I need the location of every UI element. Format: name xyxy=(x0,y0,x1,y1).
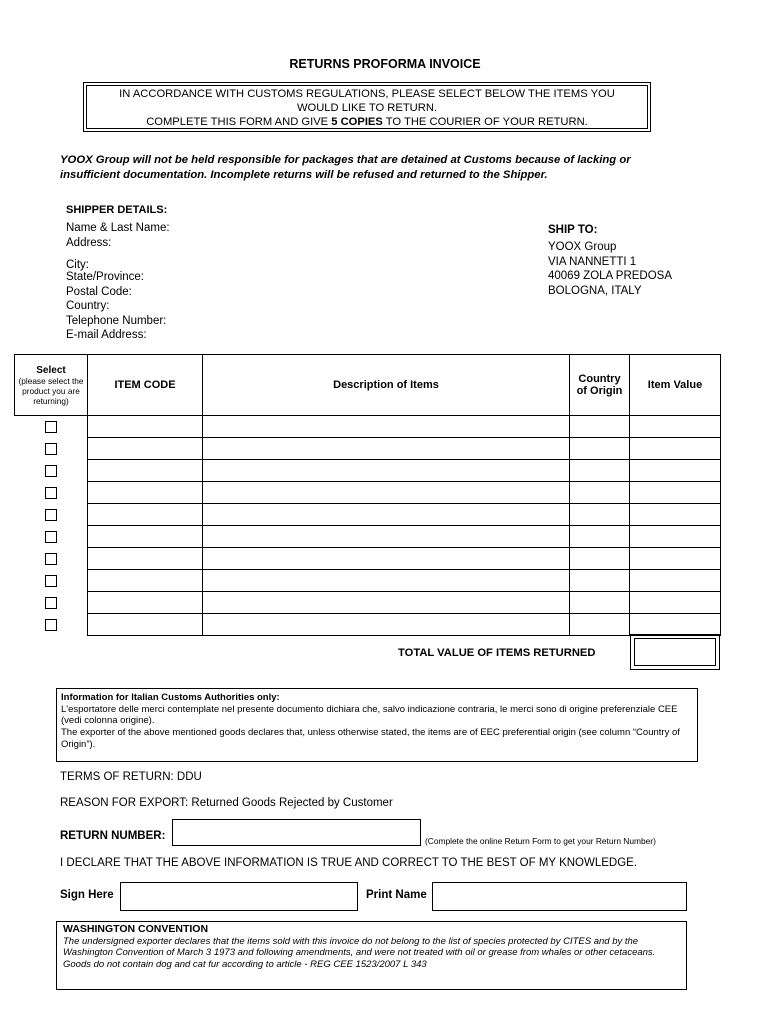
description-cell[interactable] xyxy=(203,460,570,482)
item-value-cell[interactable] xyxy=(630,592,721,614)
shipper-phone-label: Telephone Number: xyxy=(66,315,167,327)
item-value-cell[interactable] xyxy=(630,504,721,526)
table-row xyxy=(15,570,721,592)
description-cell[interactable] xyxy=(203,438,570,460)
table-row xyxy=(15,460,721,482)
country-origin-header xyxy=(570,355,630,416)
print-name-field[interactable] xyxy=(432,882,687,911)
item-value-cell[interactable] xyxy=(630,548,721,570)
shipper-city-label: City: xyxy=(66,259,89,271)
table-row xyxy=(15,526,721,548)
description-cell[interactable] xyxy=(203,614,570,636)
table-row xyxy=(15,504,721,526)
table-row xyxy=(15,416,721,438)
item-value-cell[interactable] xyxy=(630,614,721,636)
select-cell xyxy=(15,438,88,460)
shipper-email-label: E-mail Address: xyxy=(66,329,147,341)
customs-italian-text: L'esportatore delle merci contemplate nel presente documento dichiara che, salvo indicazione contraria, le merci sono di origine preferenziale CEE (vedi colonna origine). xyxy=(61,703,678,727)
item-value-cell[interactable] xyxy=(630,416,721,438)
select-cell xyxy=(15,526,88,548)
description-cell[interactable] xyxy=(203,592,570,614)
disclaimer xyxy=(60,153,720,182)
country-origin-cell[interactable] xyxy=(570,438,630,460)
country-origin-cell[interactable] xyxy=(570,504,630,526)
item-value-cell[interactable] xyxy=(630,460,721,482)
select-cell xyxy=(15,482,88,504)
select-cell xyxy=(15,460,88,482)
country-origin-cell[interactable] xyxy=(570,570,630,592)
ship-to-line-4: BOLOGNA, ITALY xyxy=(548,285,642,297)
description-cell[interactable] xyxy=(203,548,570,570)
description-cell[interactable] xyxy=(203,504,570,526)
washington-text-2: Goods do not contain dog and cat fur according to article - REG CEE 1523/2007 L 343 xyxy=(63,959,427,971)
select-column-header xyxy=(15,355,88,416)
shipper-postal-label: Postal Code: xyxy=(66,286,132,298)
item-rows xyxy=(15,416,721,636)
select-checkbox[interactable] xyxy=(45,553,57,565)
reason-for-export: REASON FOR EXPORT: Returned Goods Rejected by Customer xyxy=(60,797,393,809)
shipper-state-label: State/Province: xyxy=(66,271,144,283)
items-table xyxy=(14,354,721,636)
ship-to-heading: SHIP TO: xyxy=(548,224,598,236)
select-cell xyxy=(15,570,88,592)
notice-line-3-post: TO THE COURIER OF YOUR RETURN. xyxy=(382,116,588,128)
item-code-cell[interactable] xyxy=(88,416,203,438)
item-code-cell[interactable] xyxy=(88,570,203,592)
item-code-cell[interactable] xyxy=(88,614,203,636)
customs-info-box xyxy=(56,688,698,762)
country-origin-line-1: Country xyxy=(578,373,621,385)
item-code-cell[interactable] xyxy=(88,592,203,614)
description-cell[interactable] xyxy=(203,482,570,504)
item-code-header: ITEM CODE xyxy=(88,355,203,416)
country-origin-cell[interactable] xyxy=(570,548,630,570)
table-row xyxy=(15,548,721,570)
customs-english-text: The exporter of the above mentioned goods declares that, unless otherwise stated, the items are of EEC preferential origin (see column “Country of Origin”). xyxy=(61,727,680,750)
table-row xyxy=(15,438,721,460)
signature-field[interactable] xyxy=(120,882,358,911)
table-row xyxy=(15,592,721,614)
select-cell xyxy=(15,548,88,570)
total-value-field[interactable] xyxy=(630,634,720,670)
select-cell xyxy=(15,592,88,614)
disclaimer-line-2: insufficient documentation. Incomplete returns will be refused and returned to the Shipper. xyxy=(60,168,548,181)
sign-here-label: Sign Here xyxy=(60,889,114,901)
notice-line-3 xyxy=(84,115,650,129)
country-origin-line-2: of Origin xyxy=(576,385,623,397)
item-code-cell[interactable] xyxy=(88,482,203,504)
select-checkbox[interactable] xyxy=(45,509,57,521)
item-code-cell[interactable] xyxy=(88,548,203,570)
notice-line-3-pre: COMPLETE THIS FORM AND GIVE xyxy=(146,116,332,128)
table-row xyxy=(15,482,721,504)
customs-notice-box xyxy=(83,82,651,132)
ship-to-line-3: 40069 ZOLA PREDOSA xyxy=(548,270,673,282)
washington-text-1: The undersigned exporter declares that the items sold with this invoice do not belong to the list of species protected by CITES and by the Washington Convention of March 3 1973 and following amendments, and were not treated with oil or grease from whales or other cetaceans. xyxy=(63,935,656,959)
notice-line-1: IN ACCORDANCE WITH CUSTOMS REGULATIONS, PLEASE SELECT BELOW THE ITEMS YOU xyxy=(119,88,615,100)
description-cell[interactable] xyxy=(203,526,570,548)
disclaimer-line-1: YOOX Group will not be held responsible for packages that are detained at Customs because of lacking or xyxy=(60,154,631,166)
customs-heading: Information for Italian Customs Authorities only: xyxy=(61,692,280,703)
item-code-cell[interactable] xyxy=(88,526,203,548)
table-header-row xyxy=(15,355,721,416)
item-value-cell[interactable] xyxy=(630,570,721,592)
select-cell xyxy=(15,504,88,526)
total-label: TOTAL VALUE OF ITEMS RETURNED xyxy=(398,647,596,659)
item-value-cell[interactable] xyxy=(630,482,721,504)
table-row xyxy=(15,614,721,636)
select-checkbox[interactable] xyxy=(45,575,57,587)
country-origin-cell[interactable] xyxy=(570,614,630,636)
country-origin-cell[interactable] xyxy=(570,592,630,614)
shipper-address-label: Address: xyxy=(66,237,112,249)
item-code-cell[interactable] xyxy=(88,504,203,526)
return-number-field[interactable] xyxy=(172,819,421,846)
country-origin-cell[interactable] xyxy=(570,416,630,438)
item-value-cell[interactable] xyxy=(630,526,721,548)
select-cell xyxy=(15,416,88,438)
page-title: RETURNS PROFORMA INVOICE xyxy=(289,57,481,71)
country-origin-cell[interactable] xyxy=(570,460,630,482)
declaration: I DECLARE THAT THE ABOVE INFORMATION IS TRUE AND CORRECT TO THE BEST OF MY KNOWLEDGE. xyxy=(60,857,638,869)
select-checkbox[interactable] xyxy=(45,487,57,499)
description-cell[interactable] xyxy=(203,416,570,438)
item-code-cell[interactable] xyxy=(88,460,203,482)
washington-convention-box xyxy=(56,921,687,990)
select-checkbox[interactable] xyxy=(45,531,57,543)
select-checkbox[interactable] xyxy=(45,619,57,631)
item-value-header: Item Value xyxy=(630,355,721,416)
shipper-heading: SHIPPER DETAILS: xyxy=(66,204,168,216)
select-cell xyxy=(15,614,88,636)
notice-line-2: WOULD LIKE TO RETURN. xyxy=(296,102,438,114)
washington-heading: WASHINGTON CONVENTION xyxy=(63,923,209,935)
shipper-name-label: Name & Last Name: xyxy=(66,222,170,234)
select-checkbox[interactable] xyxy=(45,421,57,433)
shipper-country-label: Country: xyxy=(66,300,110,312)
return-number-label: RETURN NUMBER: xyxy=(60,830,166,842)
select-checkbox[interactable] xyxy=(45,597,57,609)
select-subheading: (please select the product you are returning) xyxy=(18,376,84,406)
ship-to-line-2: VIA NANNETTI 1 xyxy=(548,256,637,268)
country-origin-cell[interactable] xyxy=(570,482,630,504)
print-name-label: Print Name xyxy=(366,889,427,901)
item-code-cell[interactable] xyxy=(88,438,203,460)
description-cell[interactable] xyxy=(203,570,570,592)
terms-of-return: TERMS OF RETURN: DDU xyxy=(60,771,202,783)
item-value-cell[interactable] xyxy=(630,438,721,460)
select-heading: Select xyxy=(36,365,66,376)
select-checkbox[interactable] xyxy=(45,443,57,455)
select-checkbox[interactable] xyxy=(45,465,57,477)
ship-to-line-1: YOOX Group xyxy=(548,241,617,253)
return-number-note: (Complete the online Return Form to get your Return Number) xyxy=(425,836,656,846)
country-origin-cell[interactable] xyxy=(570,526,630,548)
notice-copies: 5 COPIES xyxy=(331,116,383,128)
description-header: Description of Items xyxy=(203,355,570,416)
